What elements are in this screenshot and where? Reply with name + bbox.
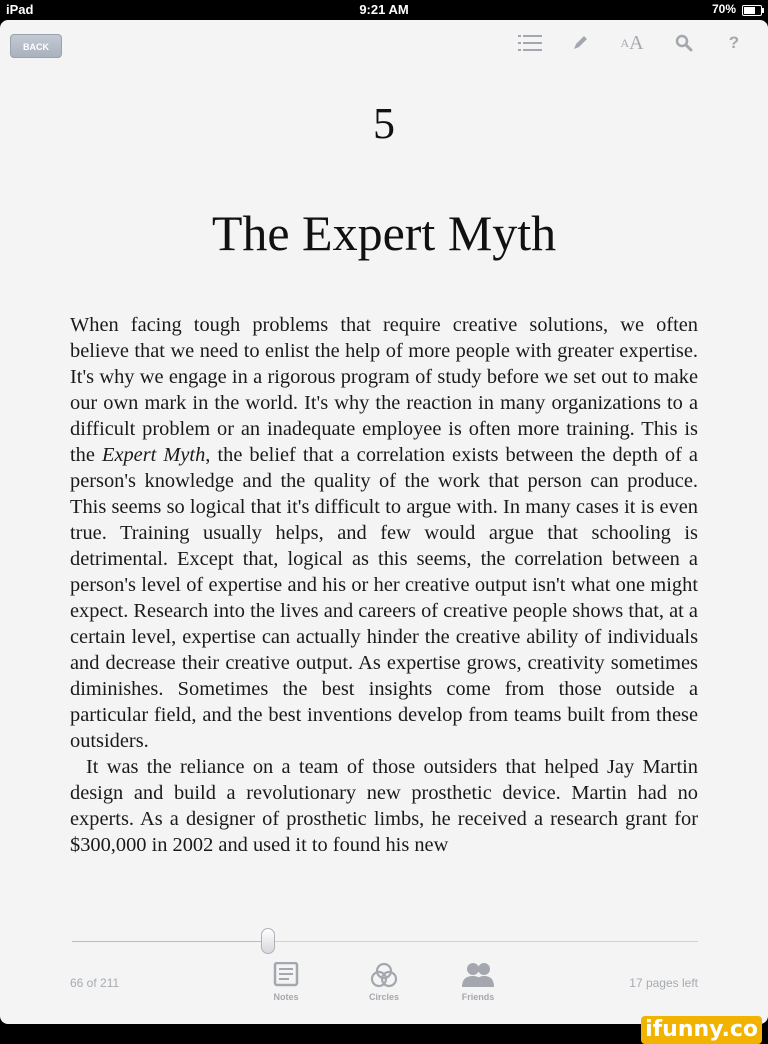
- page-slider-fill: [72, 941, 268, 942]
- pencil-icon[interactable]: [571, 32, 589, 54]
- book-page: [0, 20, 768, 1024]
- friends-icon: [461, 962, 495, 988]
- back-button[interactable]: BACK: [10, 34, 62, 58]
- paragraph: It was the reliance on a team of those outsiders that helped Jay Martin design and build a revolutionary new prosthetic device. Martin had no experts. As a designer of prosthetic limbs, he received a research grant for $300,000 in 2002 and used it to found his new: [70, 756, 698, 856]
- notes-icon: [273, 962, 299, 988]
- paragraph: [70, 312, 698, 754]
- device-name: iPad: [6, 2, 34, 17]
- font-size-icon[interactable]: A A: [620, 31, 644, 54]
- chapter-title: The Expert Myth: [211, 205, 557, 261]
- tab-friends[interactable]: [448, 962, 508, 1002]
- battery-icon: [742, 5, 762, 16]
- watermark-logo: ifunny.co: [641, 1016, 762, 1044]
- tab-circles[interactable]: [354, 962, 414, 1002]
- tab-notes[interactable]: [256, 962, 316, 1002]
- tab-friends-label: Friends: [461, 992, 495, 1002]
- page-slider-thumb[interactable]: [261, 928, 275, 954]
- battery-percentage: 70%: [711, 2, 736, 16]
- tab-circles-label: Circles: [368, 992, 400, 1002]
- emphasized-term: Expert Myth: [101, 444, 206, 466]
- status-bar: [0, 0, 768, 20]
- paragraph-text: When facing tough problems that require creative solutions, we often believe that we need to enlist the help of more people with greater expertise. It's why we engage in a rigorous program of study before we set out to make our own mark in the world. It's why the reaction in many organizations to a difficult problem or an inadequate employee is often more training. This is the: [70, 314, 698, 466]
- status-time: 9:21 AM: [359, 2, 409, 17]
- circles-icon: [369, 962, 399, 988]
- chapter-body: [70, 312, 698, 858]
- list-icon[interactable]: [518, 32, 542, 54]
- pages-left: 17 pages left: [629, 976, 698, 990]
- help-icon[interactable]: ?: [728, 33, 740, 52]
- search-icon[interactable]: [674, 32, 694, 54]
- tab-notes-label: Notes: [273, 992, 299, 1002]
- page-position: 66 of 211: [70, 976, 120, 990]
- paragraph-text: , the belief that a correlation exists between the depth of a person's knowledge and the quality of the work that person can produce. This seems so logical that it's difficult to argue with. In many cases it is even true. Training usually helps, and few would argue that schooling is detrimental. Except that, logical as this seems, the correlation between a person's level of expertise and his or her creative output isn't what one might expect. Research into the lives and careers of creative people shows that, at a certain level, expertise can actually hinder the creative ability of individuals and decrease their creative output. As expertise grows, creativity sometimes diminishes. Sometimes the best insights come from those outside a particular field, and the best inventions develop from teams built from these outsiders.: [70, 444, 698, 752]
- chapter-number: 5: [373, 99, 395, 148]
